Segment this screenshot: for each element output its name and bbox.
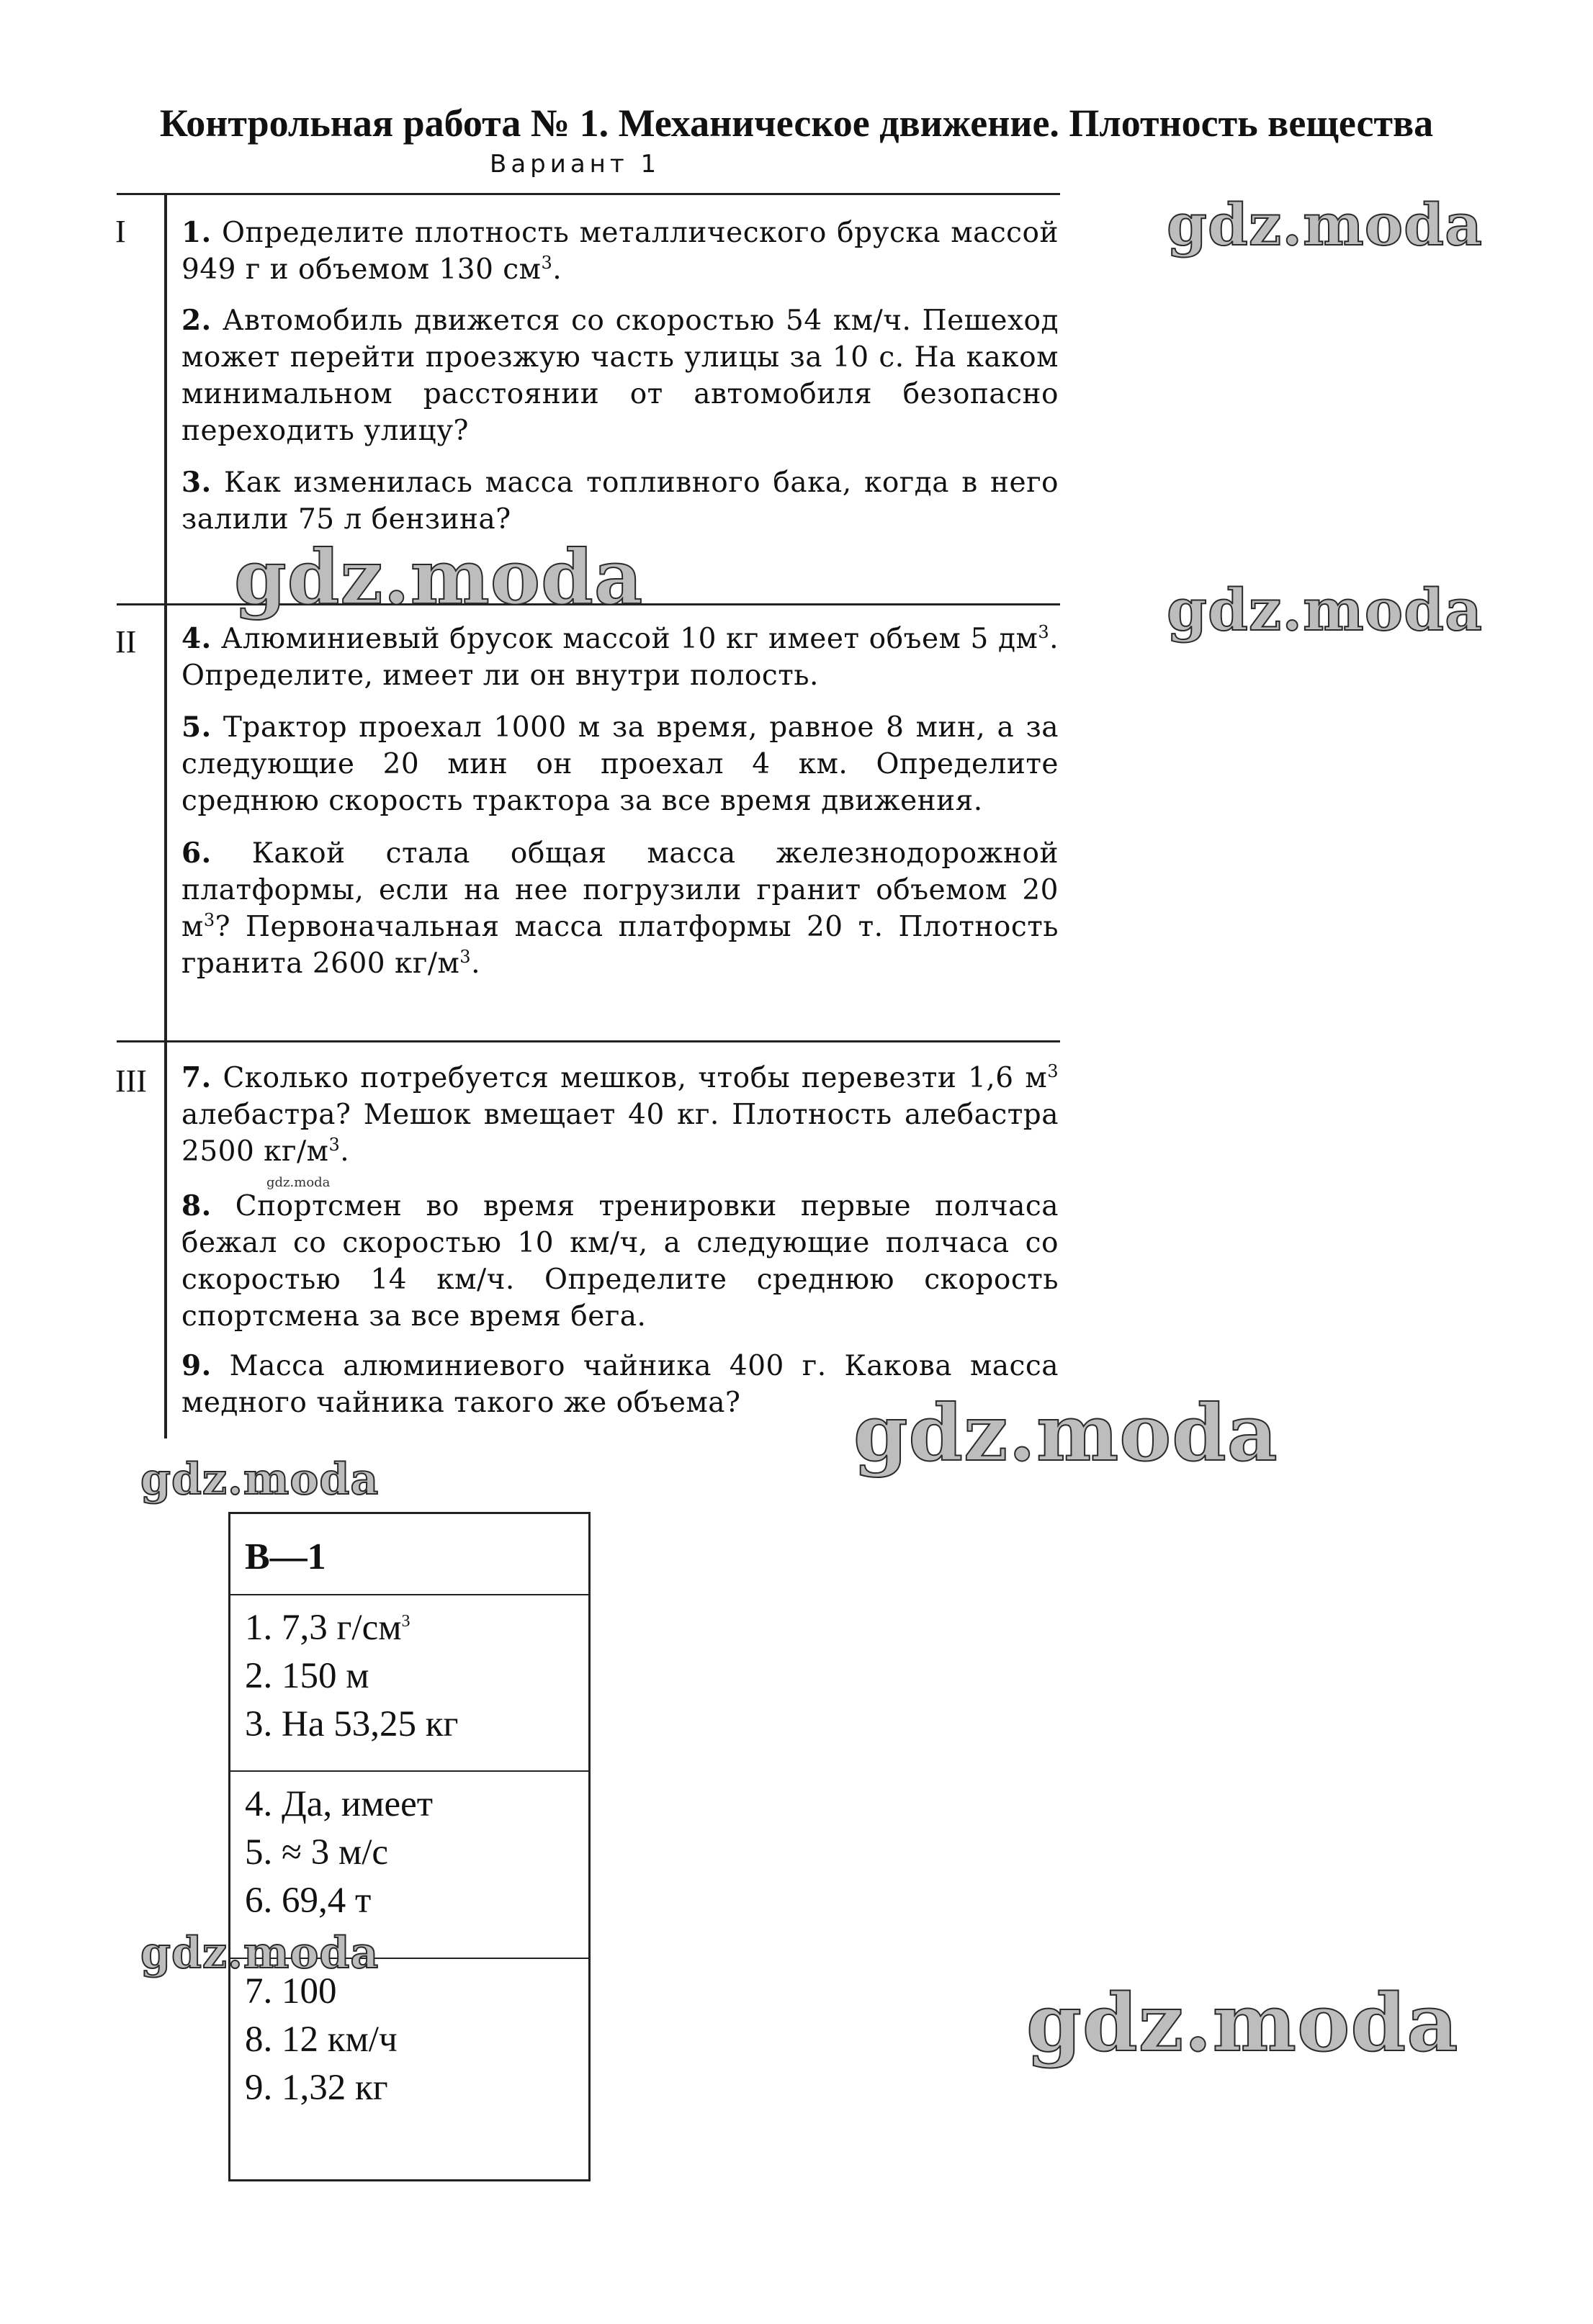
task-8: 8. Спортсмен во время тренировки первые полчаса бежал со скоростью 10 км/ч, а следующие полчаса со скоростью 14 км/ч. Определите среднюю скорость спортсмена за все время бега. xyxy=(181,1189,1059,1333)
section-roman-1: I xyxy=(115,214,126,249)
answer-6: 6. 69,4 т xyxy=(245,1881,372,1921)
task-7: 7. Сколько потребуется мешков, чтобы перевезти 1,6 $м^3$ алебастра? Мешок вмещает 40 кг. Плотность алебастра 2500 $кг/м^3$. xyxy=(181,1061,1059,1168)
task-2: 2. Автомобиль движется со скоростью 54 км/ч. Пешеход может перейти проезжую часть улицы за 10 с. На каком минимальном расстоянии от автомобиля безопасно переходить улицу? xyxy=(181,304,1059,447)
answers-block-1 xyxy=(230,1595,588,1772)
watermark-small: gdz.moda xyxy=(266,1175,331,1190)
answer-7: 7. 100 xyxy=(245,1971,337,2012)
task-3: 3. Как изменилась масса топливного бака, когда в него залили 75 л бензина? xyxy=(181,466,1059,536)
answer-8: 8. 12 км/ч xyxy=(245,2019,398,2060)
answer-3: 3. На 53,25 кг xyxy=(245,1704,459,1744)
divider-vertical xyxy=(164,193,167,1438)
answers-heading: В—1 xyxy=(230,1514,588,1595)
watermark: gdz.moda xyxy=(234,533,644,621)
task-5: 5. Трактор проехал 1000 м за время, равное 8 мин, а за следующие 20 мин он проехал 4 км. Определите среднюю скорость трактора за все время движения. xyxy=(181,711,1059,817)
answers-table xyxy=(228,1512,591,2181)
task-9: 9. Масса алюминиевого чайника 400 г. Какова масса медного чайника такого же объема? xyxy=(181,1349,1059,1419)
section-roman-3: III xyxy=(115,1063,147,1099)
section-roman-2: II xyxy=(115,624,137,659)
divider-section-3 xyxy=(117,1040,1060,1042)
answer-1: 1. 7,3 $г/см^3$ xyxy=(245,1608,410,1648)
watermark: gdz.moda xyxy=(140,1928,380,1978)
watermark: gdz.moda xyxy=(1167,576,1483,644)
task-6: 6. Какой стала общая масса железнодорожной платформы, если на нее погрузили гранит объемом 20 $м^3$? Первоначальная масса платформы 20 т. Плотность гранита 2600 $кг/м^3$. xyxy=(181,837,1059,980)
divider-top xyxy=(117,193,1060,195)
watermark: gdz.moda xyxy=(1026,1976,1459,2069)
task-1: 1. Определите плотность металлического бруска массой 949 г и объемом 130 $см^3$. xyxy=(181,216,1059,286)
watermark: gdz.moda xyxy=(140,1454,380,1505)
variant-label: Вариант 1 xyxy=(490,150,661,179)
watermark: gdz.moda xyxy=(853,1388,1278,1479)
answer-2: 2. 150 м xyxy=(245,1656,369,1696)
answer-4: 4. Да, имеет xyxy=(245,1784,434,1824)
watermark: gdz.moda xyxy=(1167,191,1483,258)
answers-block-3 xyxy=(230,1959,588,2112)
answer-9: 9. 1,32 кг xyxy=(245,2068,388,2108)
task-4: 4. Алюминиевый брусок массой 10 кг имеет объем 5 $дм^3$. Определите, имеет ли он внутри полость. xyxy=(181,622,1059,692)
answer-5: 5. ≈ 3 м/с xyxy=(245,1832,389,1873)
page-title: Контрольная работа № 1. Механическое движение. Плотность вещества xyxy=(159,102,1434,145)
